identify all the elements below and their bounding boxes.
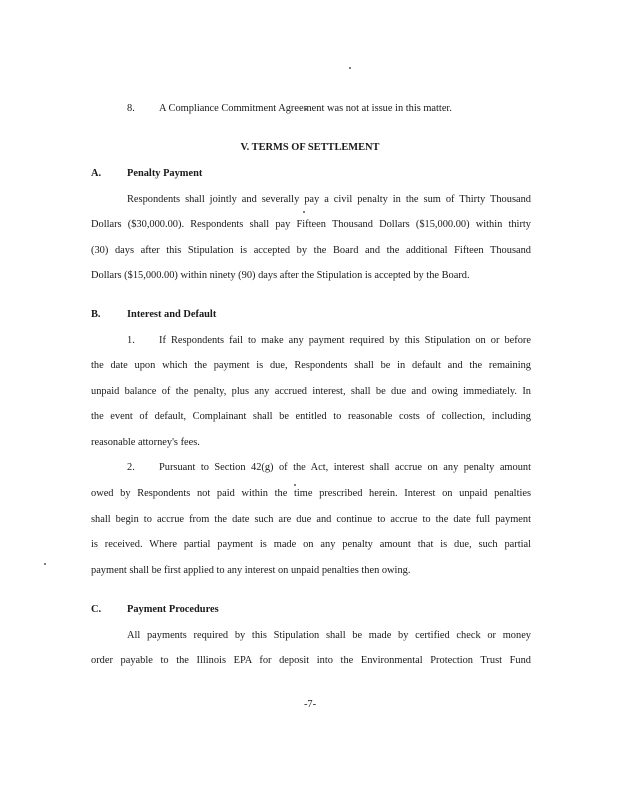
section-heading: V. TERMS OF SETTLEMENT <box>240 142 380 153</box>
section-b-p2-line-3: shall begin to accrue from the date such are due and continue to accrue to the date full payment <box>91 514 531 525</box>
section-a-line-3: (30) days after this Stipulation is accepted by the Board and the additional Fifteen Thousand <box>91 245 531 256</box>
section-b-letter: B. <box>91 309 101 320</box>
section-b-p1-line-3: unpaid balance of the penalty, plus any accrued interest, shall be due and owing immediately. In <box>91 386 531 397</box>
section-b-p1-number: 1. <box>127 335 135 346</box>
item-8-text: A Compliance Commitment Agreement was not at issue in this matter. <box>159 103 452 114</box>
section-b-p1-line-4: the event of default, Complainant shall be entitled to reasonable costs of collection, including <box>91 411 531 422</box>
section-b-p2-line-5: payment shall be first applied to any interest on unpaid penalties then owing. <box>91 565 411 576</box>
scan-speck <box>44 563 46 565</box>
section-c-line-1: All payments required by this Stipulation shall be made by certified check or money <box>127 630 531 641</box>
section-c-letter: C. <box>91 604 102 615</box>
section-b-title: Interest and Default <box>127 309 217 320</box>
section-c-line-2: order payable to the Illinois EPA for deposit into the Environmental Protection Trust Fund <box>91 655 531 666</box>
section-a-line-2: Dollars ($30,000.00). Respondents shall pay Fifteen Thousand Dollars ($15,000.00) within thirty <box>91 219 531 230</box>
item-8-number: 8. <box>127 103 135 114</box>
scan-speck <box>349 67 351 69</box>
section-b-p1-line-1: If Respondents fail to make any payment required by this Stipulation on or before <box>159 335 531 346</box>
section-a-line-1: Respondents shall jointly and severally pay a civil penalty in the sum of Thirty Thousand <box>127 194 531 205</box>
section-b-p1-line-2: the date upon which the payment is due, Respondents shall be in default and the remaining <box>91 360 531 371</box>
section-b-p2-line-2: owed by Respondents not paid within the time prescribed herein. Interest on unpaid penalties <box>91 488 531 499</box>
section-a-line-4: Dollars ($15,000.00) within ninety (90) days after the Stipulation is accepted by the Board. <box>91 270 470 281</box>
section-a-title: Penalty Payment <box>127 168 203 179</box>
page-number: -7- <box>303 699 317 710</box>
section-a-letter: A. <box>91 168 102 179</box>
scan-speck <box>294 484 296 486</box>
section-c-title: Payment Procedures <box>127 604 219 615</box>
section-b-p1-line-5: reasonable attorney's fees. <box>91 437 200 448</box>
section-b-p2-line-4: is received. Where partial payment is made on any penalty amount that is due, such partial <box>91 539 531 550</box>
scan-speck <box>303 211 305 213</box>
section-b-p2-number: 2. <box>127 462 135 473</box>
section-b-p2-line-1: Pursuant to Section 42(g) of the Act, interest shall accrue on any penalty amount <box>159 462 531 473</box>
